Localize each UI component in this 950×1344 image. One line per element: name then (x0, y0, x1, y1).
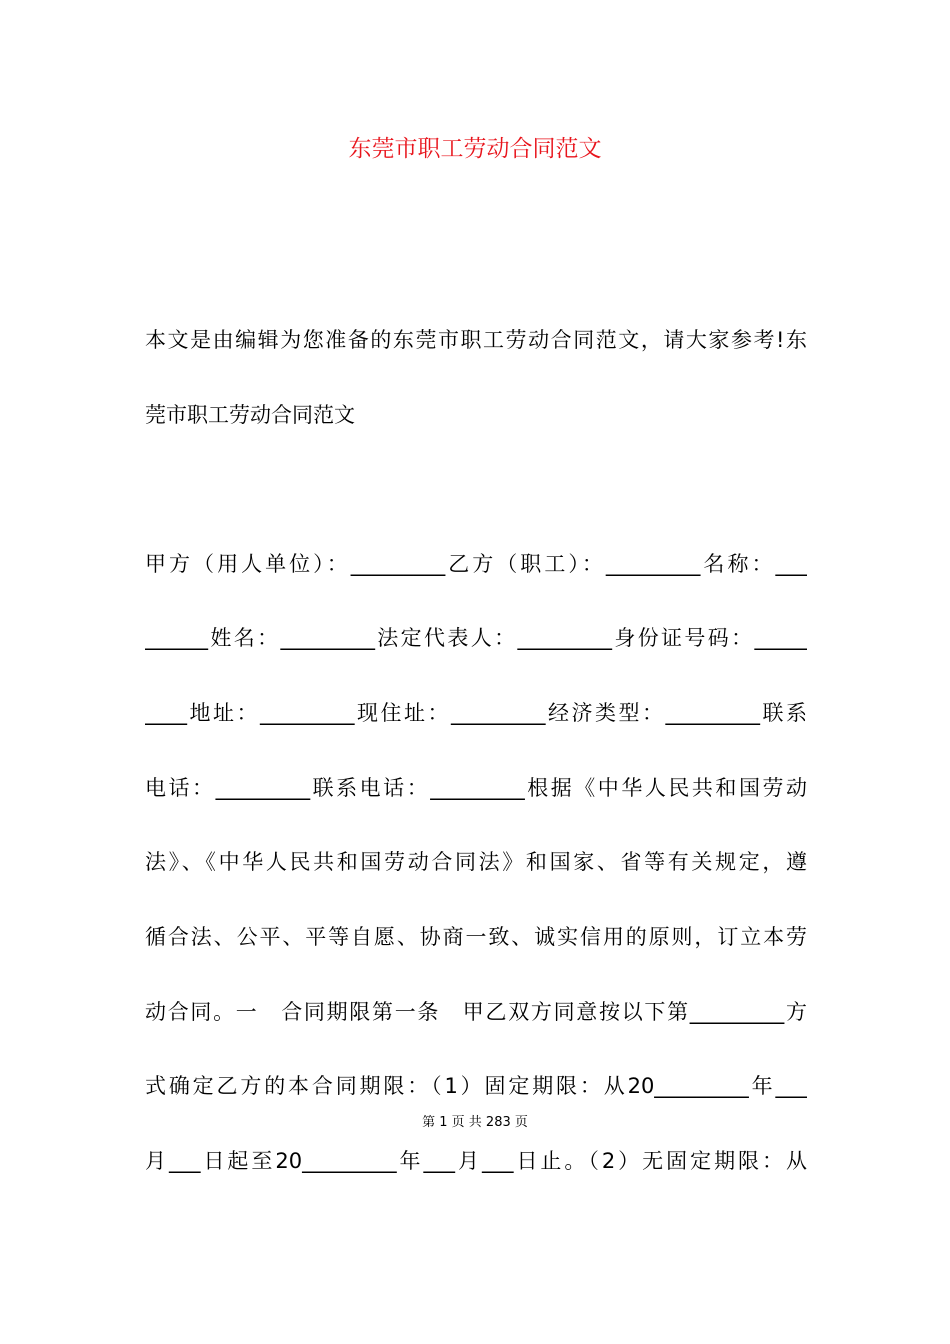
body-line-3: ____地址：_________现住址：_________经济类型：_________联系 (145, 701, 807, 725)
body-line-2: ______姓名：_________法定代表人：_________身份证号码：_____ (145, 626, 807, 650)
body-line-4: 电话：_________联系电话：_________根据《中华人民共和国劳动 (145, 776, 807, 800)
body-line-8: 式确定乙方的本合同期限：（1）固定期限：从20_________年___ (145, 1074, 807, 1098)
body-line-7: 动合同。一 合同期限第一条 甲乙双方同意按以下第_________方 (145, 1000, 807, 1024)
page-number-footer: 第 1 页 共 283 页 (422, 1115, 528, 1130)
intro-line-1: 本文是由编辑为您准备的东莞市职工劳动合同范文，请大家参考!东 (145, 328, 807, 352)
document-title: 东莞市职工劳动合同范文 (348, 136, 602, 162)
body-line-6: 循合法、公平、平等自愿、协商一致、诚实信用的原则，订立本劳 (145, 925, 807, 949)
body-line-5: 法》、《中华人民共和国劳动合同法》和国家、省等有关规定，遵 (145, 850, 807, 874)
intro-line-2: 莞市职工劳动合同范文 (145, 403, 355, 427)
body-line-9: 月___日起至20_________年___月___日止。（2）无固定期限：从 (145, 1149, 807, 1173)
body-line-1: 甲方（用人单位）：_________乙方（职工）：_________名称：___ (145, 552, 807, 576)
